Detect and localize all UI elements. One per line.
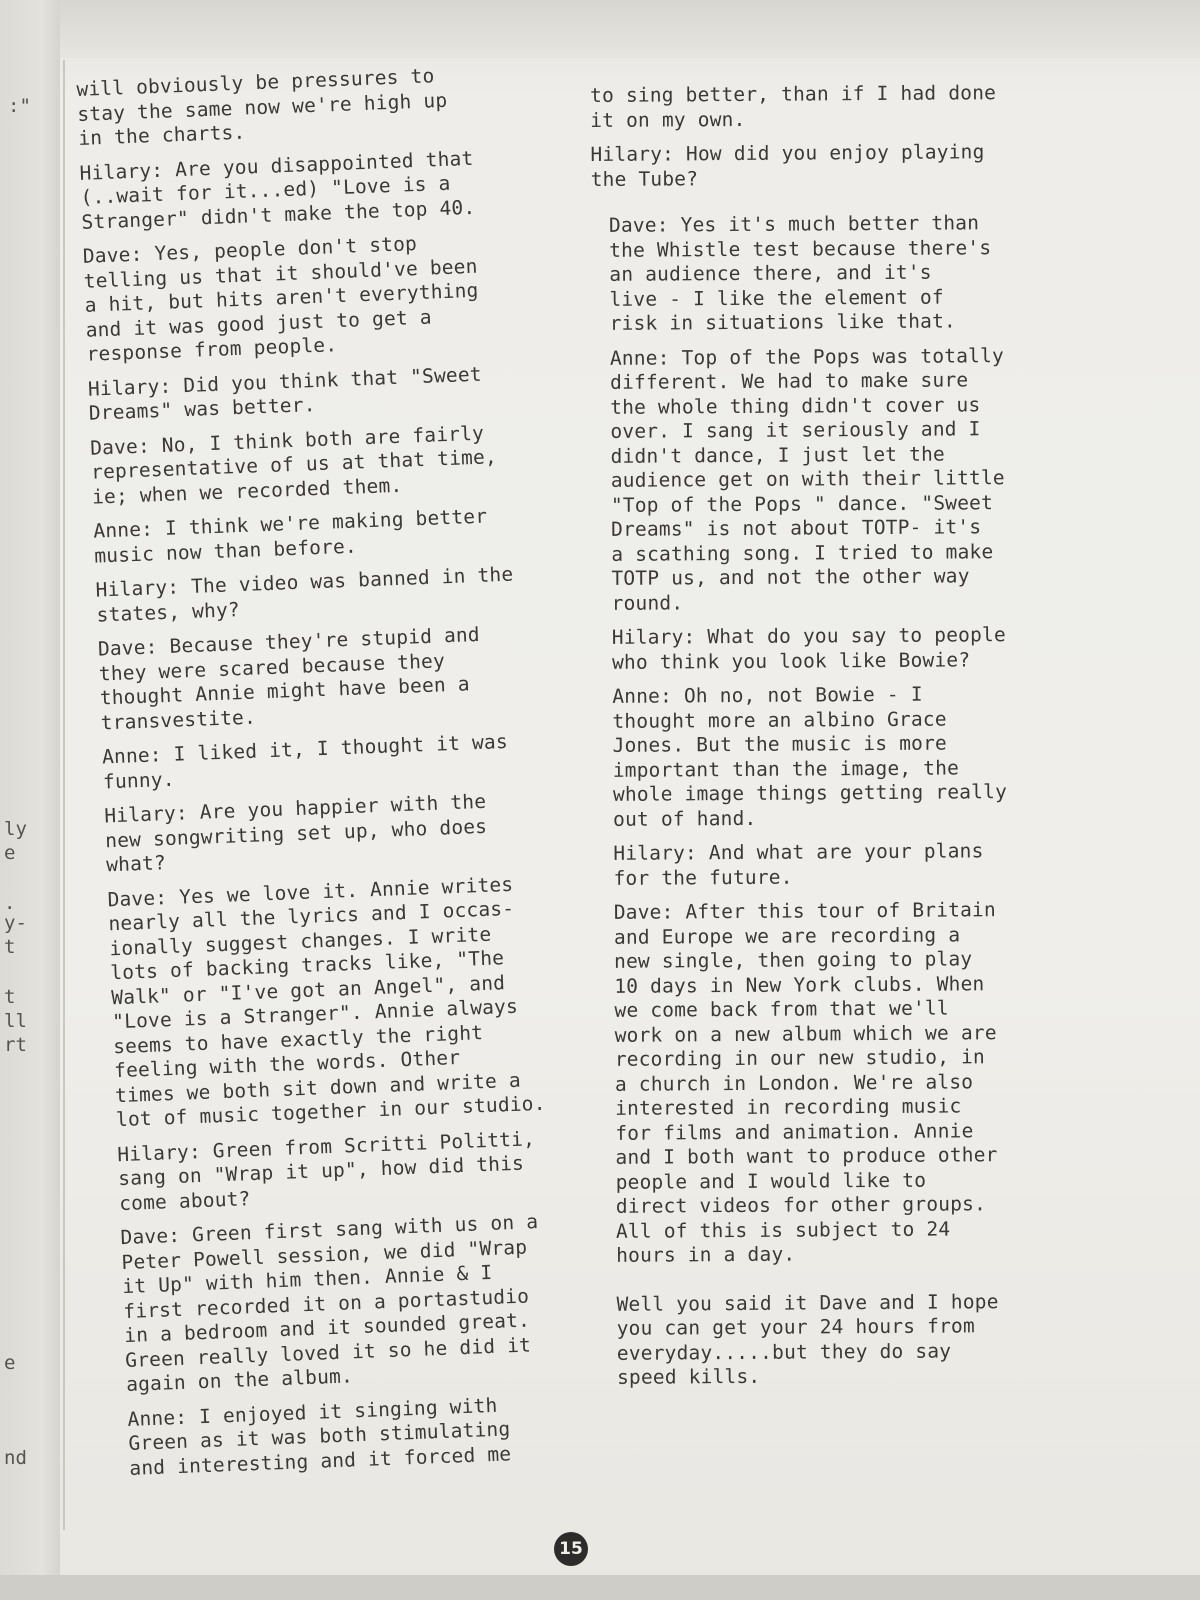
binding-line [63,60,65,1530]
right-column [590,80,1119,1400]
interview-paragraph: Anne: Top of the Pops was totally different. We had to make sure the whole thing didn't cover us over. I sang it seriously and I didn't dance, I just let the audience get on with their little "Top of the Pops " dance. "Sweet Dreams" is not about TOTP- it's a scathing song. I tried to make TOTP us, and not the other way round. [609,343,1005,615]
margin-fragment: y- [4,912,27,934]
margin-fragment: t [4,936,16,958]
margin-fragment: rt [4,1034,27,1056]
left-column [76,58,640,1491]
interview-paragraph: Anne: Oh no, not Bowie - I thought more an albino Grace Jones. But the music is more important than the image, the whole image things getting really out of hand. [612,682,1008,831]
interview-paragraph: Dave: Because they're stupid and they were scared because they thought Annie might have been a transvestite. [97,622,481,735]
interview-paragraph: Hilary: And what are your plans for the future. [613,839,984,890]
margin-fragment: e [4,1352,16,1374]
page-bottom-edge [0,1575,1200,1600]
interview-paragraph: Anne: I think we're making better music now than before. [92,504,488,568]
margin-fragment: t [4,986,16,1008]
interview-paragraph: Well you said it Dave and I hope you can get your 24 hours from everyday.....but they do say speed kills. [616,1289,999,1389]
interview-paragraph: Dave: Yes it's much better than the Whistle test because there's an audience there, and it's live - I like the element of risk in situations like that. [608,211,992,335]
interview-paragraph: to sing better, than if I had done it on my own. [590,81,997,132]
interview-paragraph: Hilary: The video was banned in the states, why? [95,562,514,627]
margin-fragment: ll [4,1010,27,1032]
margin-fragment: nd [4,1447,27,1469]
interview-paragraph: Anne: I liked it, I thought it was funny. [101,729,509,793]
interview-paragraph: Dave: Yes, people don't stop telling us that it should've been a hit, but hits aren't everything and it was good just to get a response from people. [82,232,479,366]
interview-paragraph: Dave: Yes we love it. Annie writes nearly all the lyrics and I occas- ionally suggest changes. I write lots of backing tracks like, "The Walk" or "I've got an Angel", and "Love is a Stranger". Annie always seems to have exactly the right feeling with the words. Other times we both sit down and write a lot of music together in our studio. [107,872,546,1132]
interview-paragraph: will obviously be pressures to stay the same now we're high up in the charts. [76,64,448,150]
interview-paragraph: Hilary: Did you think that "Sweet Dreams" was better. [87,362,483,425]
interview-paragraph: Dave: No, I think both are fairly representative of us at that time, ie; when we recorded them. [89,421,498,509]
page-top-shadow [0,0,1200,58]
interview-paragraph: Hilary: What do you say to people who think you look like Bowie? [611,623,1006,674]
interview-paragraph: Hilary: Are you disappointed that (..wait for it...ed) "Love is a Stranger" didn't make the top 40. [79,146,476,234]
interview-paragraph: Hilary: Are you happier with the new songwriting set up, who does what? [103,789,488,877]
interview-paragraph: Dave: Green first sang with us on a Peter Powell session, we did "Wrap it Up" with him then. Annie & I first recorded it on a portastudio in a bedroom and it sounded great. Green really loved it so he did it again on the album. [120,1210,539,1397]
margin-fragment: . [4,892,16,914]
margin-fragment: e [4,842,16,864]
interview-paragraph: Hilary: How did you enjoy playing the Tube? [590,140,985,191]
interview-paragraph: Anne: I enjoyed it singing with Green as it was both stimulating and interesting and it forced me [127,1393,512,1480]
margin-fragment: ly [4,818,27,840]
page-number-badge: 15 [554,1532,588,1566]
interview-paragraph: Dave: After this tour of Britain and Europe we are recording a new single, then going to play 10 days in New York clubs. When we come back from that we'll work on a new album which we are recording in our new studio, in a church in London. We're also interested in recording music for films and animation. Annie and I both want to produce other people and I would like to direct videos for other groups. All of this is subject to 24 hours in a day. [613,898,998,1267]
interview-paragraph: Hilary: Green from Scritti Politti, sang on "Wrap it up", how did this come about? [116,1126,536,1215]
margin-fragment: :" [8,95,31,117]
